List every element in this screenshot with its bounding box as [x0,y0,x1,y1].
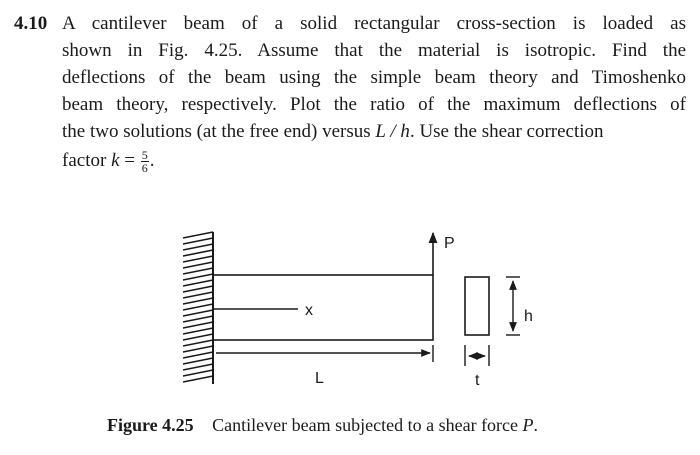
length-label: L [315,370,324,387]
height-label: h [524,308,533,325]
problem-line-4: beam theory, respectively. Plot the ratio of the maximum deflections of [62,94,686,115]
figure-caption [107,415,538,436]
load-label: P [444,235,455,252]
end-period: . [149,150,155,171]
fixed-wall [183,232,213,384]
cross-section-rect [465,277,489,335]
beam-body [213,275,433,340]
problem-line-1: A cantilever beam of a solid rectangular cross-section is loaded as [62,13,686,34]
problem-line-6-text: factor [62,150,107,171]
problem-line-3: deflections of the beam using the simple beam theory and Timoshenko [62,67,686,88]
problem-line-5-tail: . Use the shear correction [409,121,604,142]
fraction-denominator: 6 [141,161,148,176]
equals-sign: = [124,150,135,171]
problem-line-2: shown in Fig. 4.25. Assume that the material is isotropic. Find the [62,40,686,61]
thickness-label: t [475,372,480,389]
k-symbol: k [111,150,120,171]
problem-number: 4.10 [14,13,48,34]
caption-label: Figure 4.25 [107,415,194,435]
problem-line-5-text: the two solutions (at the free end) versus [62,121,371,142]
x-coordinate-label: x [305,302,313,319]
fraction-numerator: 5 [141,148,148,163]
ratio-symbol: L / h [375,121,410,142]
caption-text: Cantilever beam subjected to a shear force [212,415,519,435]
caption-force: P [522,415,534,435]
caption-period: . [533,415,539,435]
